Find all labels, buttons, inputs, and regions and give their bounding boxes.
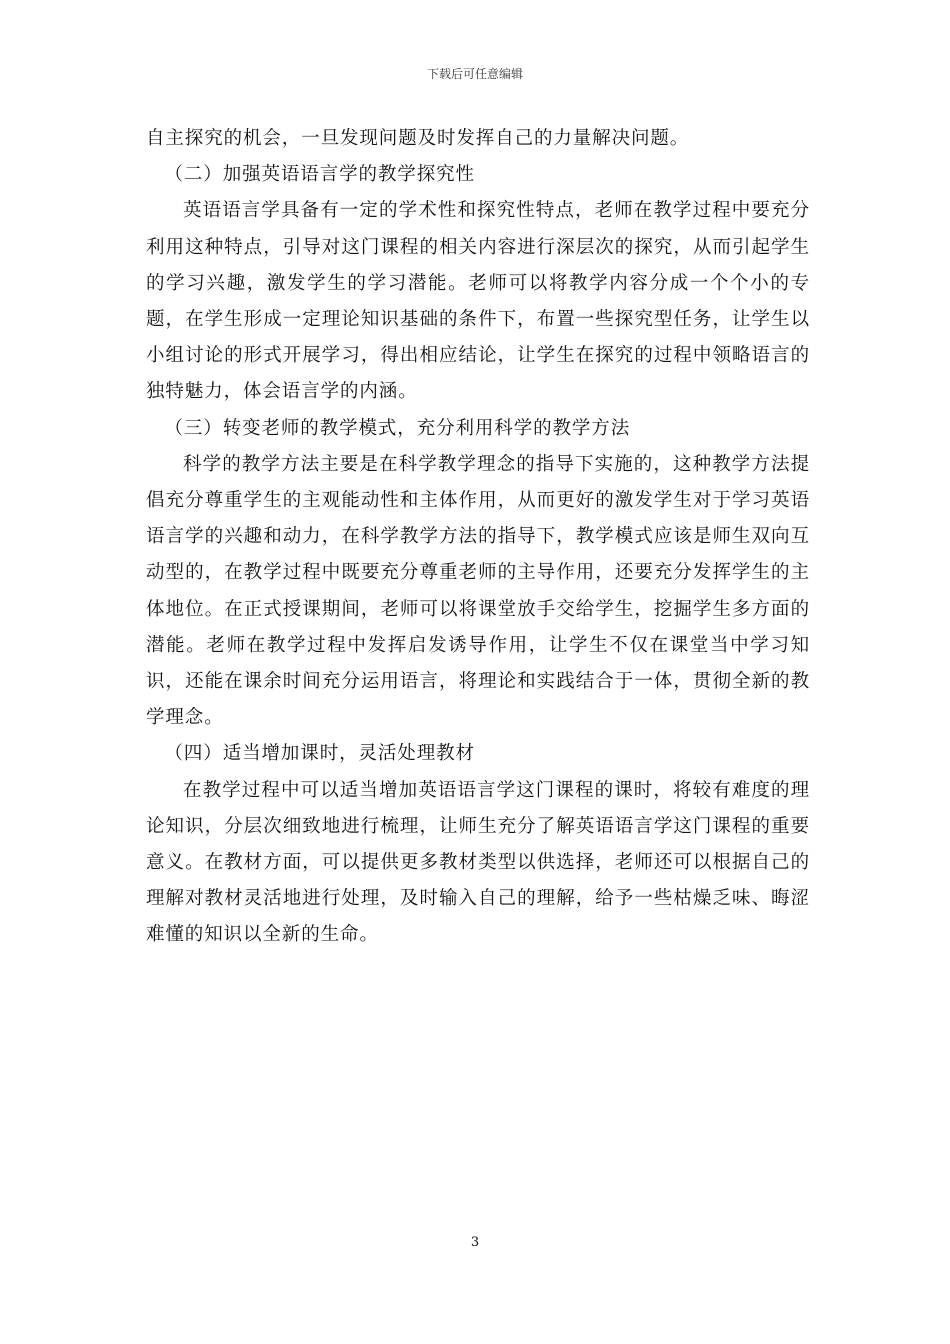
paragraph-section-4: 在教学过程中可以适当增加英语语言学这门课程的课时，将较有难度的理论知识，分层次细致地进行梳理，让师生充分了解英语语言学这门课程的重要意义。在教材方面，可以提供更多教材类型以供选择，老师还可以根据自己的理解对教材灵活地进行处理，及时输入自己的理解，给予一些枯燥乏味、晦涩难懂的知识以全新的生命。 xyxy=(146,779,810,946)
page-number: 3 xyxy=(470,1235,480,1250)
document-body xyxy=(146,121,810,954)
section-heading-4: （四）适当增加课时，灵活处理教材 xyxy=(164,743,475,765)
section-heading-3: （三）转变老师的教学模式，充分利用科学的教学方法 xyxy=(164,417,631,439)
paragraph-section-2: 英语语言学具备有一定的学术性和探究性特点，老师在教学过程中要充分利用这种特点，引导对这门课程的相关内容进行深层次的探究，从而引起学生的学习兴趣，激发学生的学习潜能。老师可以将教学内容分成一个个小的专题，在学生形成一定理论知识基础的条件下，布置一些探究型任务，让学生以小组讨论的形式开展学习，得出相应结论，让学生在探究的过程中领略语言的独特魅力，体会语言学的内涵。 xyxy=(146,200,810,403)
paragraph-section-3: 科学的教学方法主要是在科学教学理念的指导下实施的，这种教学方法提倡充分尊重学生的主观能动性和主体作用，从而更好的激发学生对于学习英语语言学的兴趣和动力，在科学教学方法的指导下，教学模式应该是师生双向互动型的，在教学过程中既要充分尊重老师的主导作用，还要充分发挥学生的主体地位。在正式授课期间，老师可以将课堂放手交给学生，挖掘学生多方面的潜能。老师在教学过程中发挥启发诱导作用，让学生不仅在课堂当中学习知识，还能在课余时间充分运用语言，将理论和实践结合于一体，贯彻全新的教学理念。 xyxy=(146,453,810,729)
page-header: 下载后可任意编辑 xyxy=(426,67,523,81)
paragraph-continuation: 自主探究的机会，一旦发现问题及时发挥自己的力量解决问题。 xyxy=(146,128,690,149)
section-heading-2: （二）加强英语语言学的教学探究性 xyxy=(164,164,475,186)
